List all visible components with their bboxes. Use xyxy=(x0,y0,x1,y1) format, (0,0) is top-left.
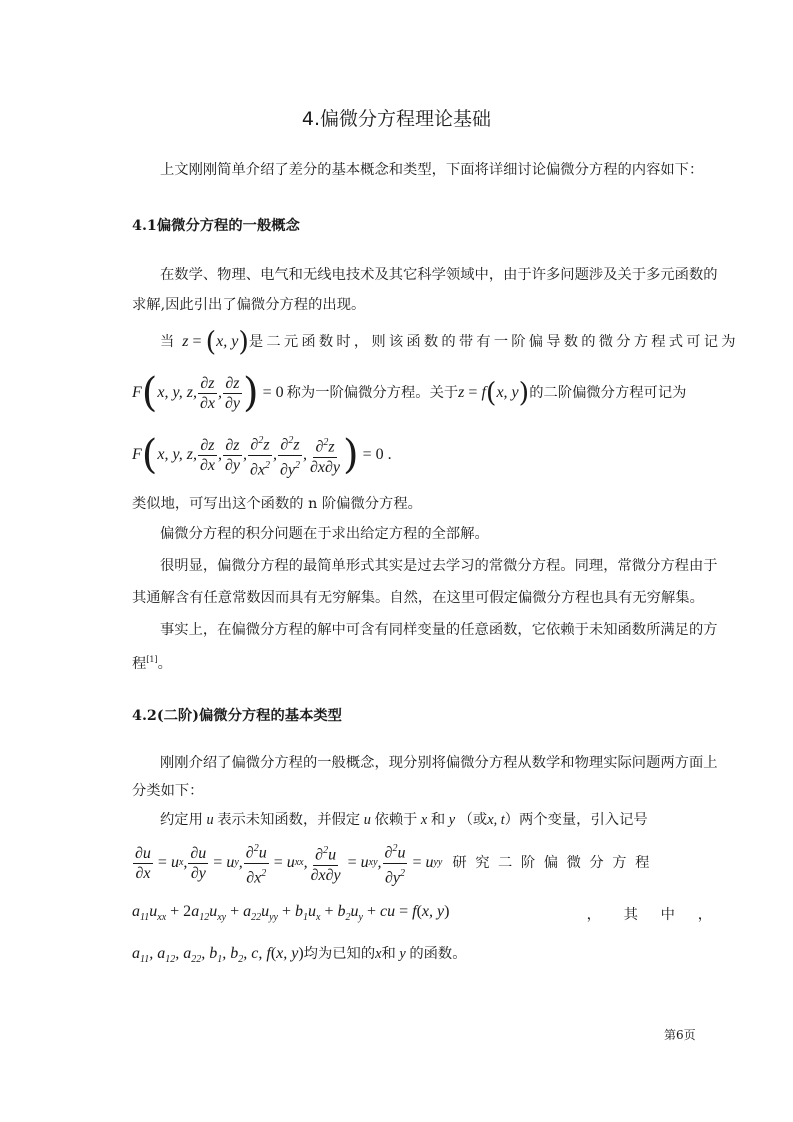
equation-line-1: 当 z = (x, y) 是二元函数时，则该函数的带有一阶偏导数的微分方程式可记为 xyxy=(160,326,739,358)
line-integral: 偏微分方程的积分问题在于求出给定方程的全部解。 xyxy=(160,526,489,542)
page-number: 第6页 xyxy=(664,1028,696,1042)
equation-coefficients: $a_{11}$, $a_{12}$, $a_{22}$, $b_1$, $b_2$, c, f(x, y) xyxy=(132,945,304,966)
para2-line1: 刚刚介绍了偏微分方程的一般概念，现分别将偏微分方程从数学和物理实际问题两方面上 xyxy=(160,755,718,771)
equation-z-def: z = (x, y) xyxy=(182,326,249,358)
notation-line: $\frac{\partial u}{\partial x}$ = u x , $\frac{\partial u}{\partial y}$ = u y , $\frac{\partial^2u}{\partial x^2}$ = u xx , $\frac{\partial^2u}{\partial x\partial y}$ = u xy , $\frac{\partial^2u}{\partial y^2}$ = u yy 研 究 二 阶 偏 微 分 方 程 xyxy=(132,840,651,886)
equation-z-f: z = f(x, y) xyxy=(458,377,530,409)
para1-line1: 在数学、物理、电气和无线电技术及其它科学领域中，由于许多问题涉及关于多元函数的 xyxy=(160,267,718,283)
equation-general-second-order: $a_{11}u_{xx} + 2a_{12}u_{xy} + a_{22}u_{yy} + b_1u_x + b_2u_y$ + cu = f(x, y) xyxy=(132,902,450,924)
line-fact-2: 程[1]。 xyxy=(132,655,172,672)
equation-notation: $\frac{\partial u}{\partial x}$ = u x , $\frac{\partial u}{\partial y}$ = u y , $\frac{\partial^2u}{\partial x^2}$ = u xx , $\frac{\partial^2u}{\partial x\partial y}$ = u xy , $\frac{\partial^2u}{\partial y^2}$ = u yy xyxy=(132,839,442,887)
convention-line: 约定用 u 表示未知函数，并假定 u 依赖于 x 和 y （或x, t）两个变量，引入记号 xyxy=(160,812,648,828)
page-title: 4.偏微分方程理论基础 xyxy=(301,108,492,130)
section-heading-4-1: 4.1偏微分方程的一般概念 xyxy=(132,218,300,234)
line-n-order: 类似地，可写出这个函数的 n 阶偏微分方程。 xyxy=(132,496,422,512)
equation-line-3 xyxy=(132,428,392,482)
section-heading-4-2: 4.2(二阶)偏微分方程的基本类型 xyxy=(132,708,342,724)
intro-paragraph: 上文刚刚简单介绍了差分的基本概念和类型，下面将详细讨论偏微分方程的内容如下： xyxy=(160,162,704,178)
equation-second-order-pde: F ( x, y, z, $\frac{\partial z}{\partial x}$ , $\frac{\partial z}{\partial y}$ , $\frac{\partial^2z}{\partial x^2}$ , $\frac{\partial^2z}{\partial y^2}$ , $\frac{\partial^2z}{\partial x\partial y}$ ) = 0 . xyxy=(132,432,392,478)
coefficients-line: $a_{11}$, $a_{12}$, $a_{22}$, $b_1$, $b_2$, c, f(x, y)均为已知的x和 y 的函数。 xyxy=(132,945,467,966)
line-obvious-1: 很明显，偏微分方程的最简单形式其实是过去学习的常微分方程。同理，常微分方程由于 xyxy=(160,558,718,574)
citation: [1] xyxy=(146,655,158,664)
para1-line2: 求解,因此引出了偏微分方程的出现。 xyxy=(132,297,366,313)
general-equation-line: $a_{11}u_{xx} + 2a_{12}u_{xy} + a_{22}u_{yy} + b_1u_x + b_2u_y$ + cu = f(x, y) ， 其 中 ， xyxy=(132,902,712,928)
line-fact-1: 事实上，在偏微分方程的解中可含有同样变量的任意函数，它依赖于未知函数所满足的方 xyxy=(160,622,718,638)
para2-line2: 分类如下： xyxy=(132,783,204,799)
equation-first-order-pde: F ( x, y, z, $\frac{\partial z}{\partial x}$ , $\frac{\partial z}{\partial y}$ ) = 0 xyxy=(132,370,284,416)
equation-line-2: F ( x, y, z, $\frac{\partial z}{\partial x}$ , $\frac{\partial z}{\partial y}$ ) = 0 称为一阶偏微分方程。关于 z = f(x, y) 的二阶偏微分方程可记为 xyxy=(132,370,687,416)
line-obvious-2: 其通解含有任意常数因而具有无穷解集。自然，在这里可假定偏微分方程也具有无穷解集。 xyxy=(132,590,704,606)
